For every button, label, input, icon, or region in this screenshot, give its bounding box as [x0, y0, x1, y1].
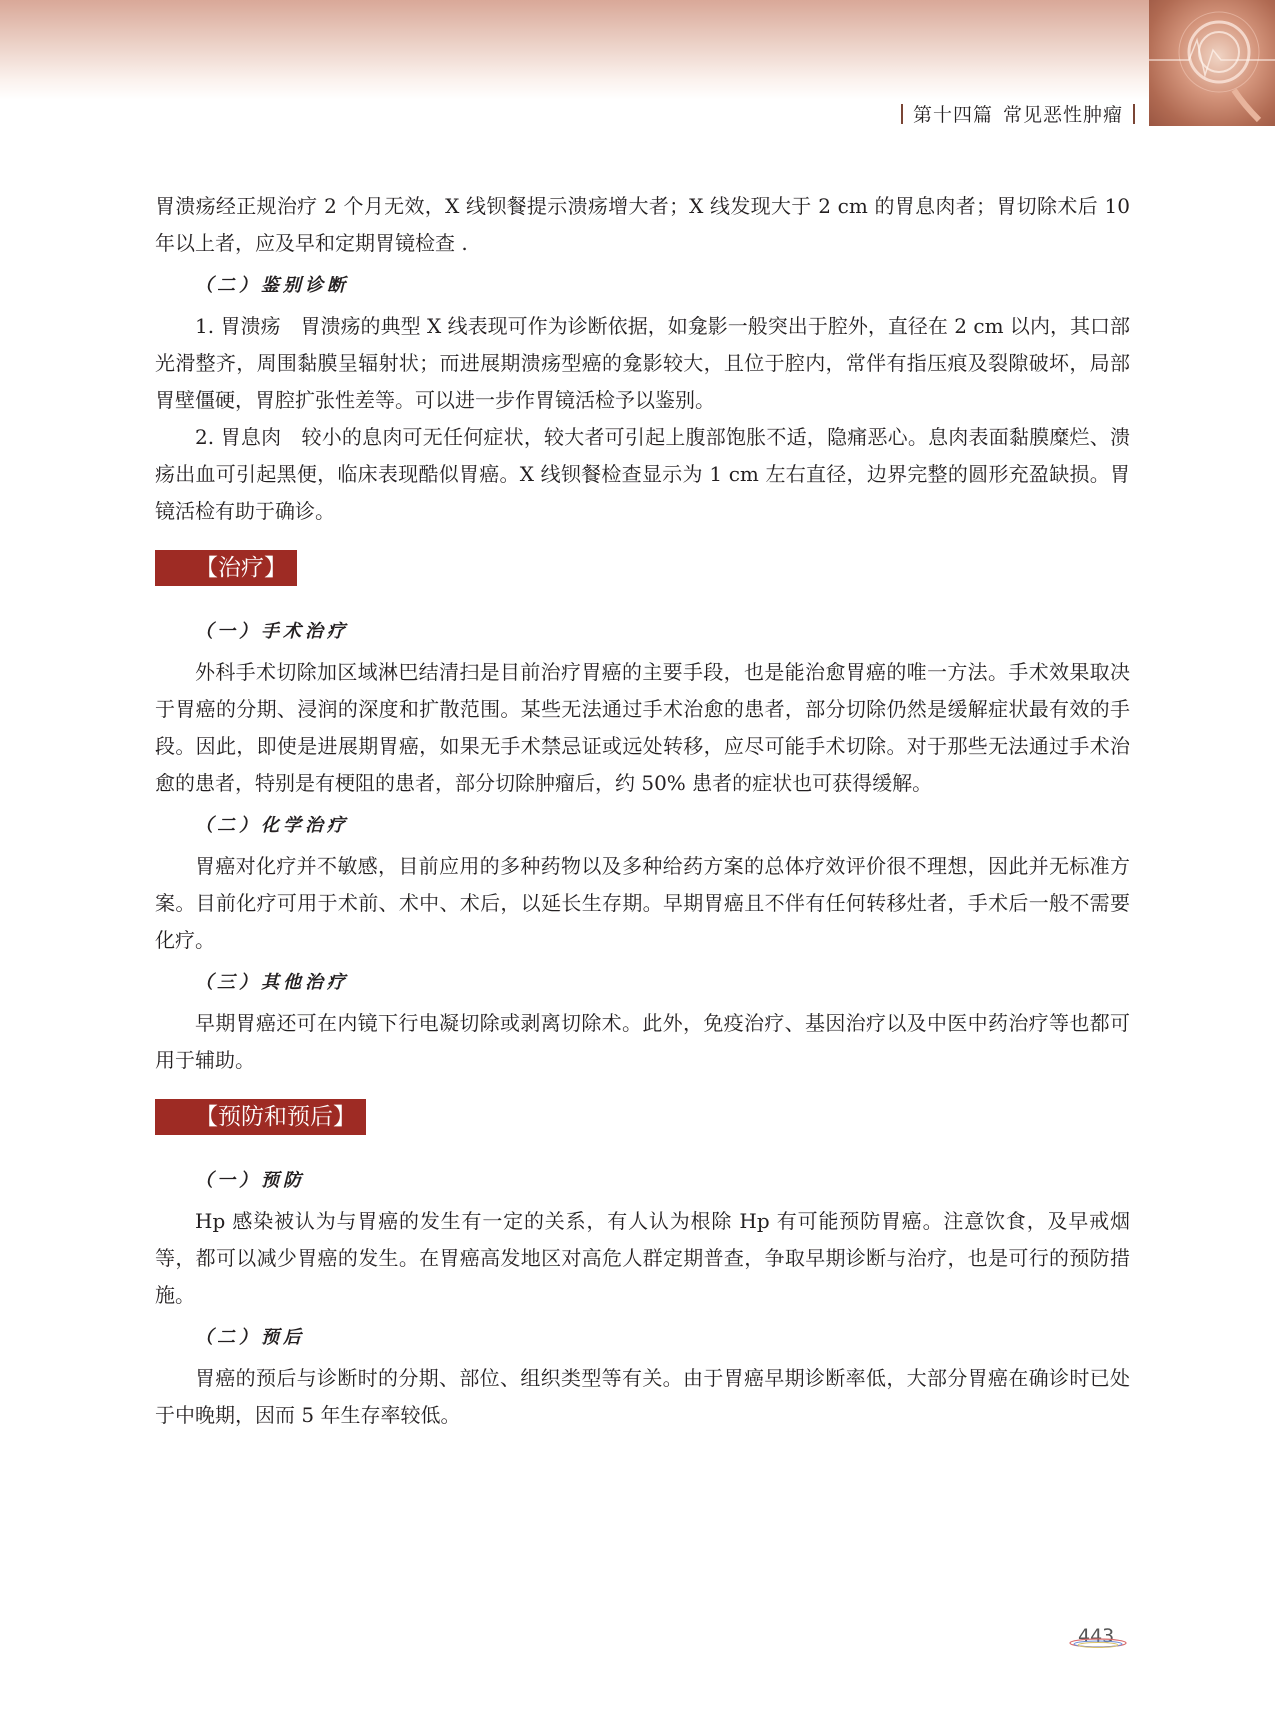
section-title-prevention: 【预防和预后】	[155, 1099, 366, 1135]
paragraph-prevention: Hp 感染被认为与胃癌的发生有一定的关系，有人认为根除 Hp 有可能预防胃癌。注意饮食，及早戒烟等，都可以减少胃癌的发生。在胃癌高发地区对高危人群定期普查，争取早期诊断与治疗，也是可行的预防措施。	[155, 1209, 1130, 1307]
paragraph-other-treatment: 早期胃癌还可在内镜下行电凝切除或剥离切除术。此外，免疫治疗、基因治疗以及中医中药治疗等也都可用于辅助。	[155, 1011, 1130, 1072]
paragraph-diff-polyp: 2. 胃息肉 较小的息肉可无任何症状，较大者可引起上腹部饱胀不适，隐痛恶心。息肉表面黏膜糜烂、溃疡出血可引起黑便，临床表现酷似胃癌。X 线钡餐检查显示为 1 cm 左右直径，边界完整的圆形充盈缺损。胃镜活检有助于确诊。	[155, 425, 1130, 523]
page-number-swoosh-icon	[1068, 1636, 1128, 1650]
subhead-surgery: （一）手术治疗	[195, 621, 349, 642]
paragraph-surgery: 外科手术切除加区域淋巴结清扫是目前治疗胃癌的主要手段，也是能治愈胃癌的唯一方法。手术效果取决于胃癌的分期、浸润的深度和扩散范围。某些无法通过手术治愈的患者，部分切除仍然是缓解症状最有效的手段。因此，即使是进展期胃癌，如果无手术禁忌证或远处转移，应尽可能手术切除。对于那些无法通过手术治愈的患者，特别是有梗阻的患者，部分切除肿瘤后，约 50% 患者的症状也可获得缓解。	[155, 660, 1130, 795]
header-divider	[1133, 104, 1135, 124]
stethoscope-heart-image	[1149, 0, 1275, 126]
header-band	[0, 0, 1275, 100]
header-chapter: 第十四篇	[912, 104, 993, 126]
running-header	[901, 100, 1135, 127]
page-number: 443	[1078, 1625, 1115, 1647]
section-title-treatment: 【治疗】	[155, 550, 297, 586]
subhead-chemotherapy: （二）化学治疗	[195, 815, 349, 836]
paragraph-diff-ulcer: 1. 胃溃疡 胃溃疡的典型 X 线表现可作为诊断依据，如龛影一般突出于腔外，直径在 2 cm 以内，其口部光滑整齐，周围黏膜呈辐射状；而进展期溃疡型癌的龛影较大，且位于腔内，常伴有指压痕及裂隙破坏，局部胃壁僵硬，胃腔扩张性差等。可以进一步作胃镜活检予以鉴别。	[155, 314, 1130, 412]
subhead-other-treatment: （三）其他治疗	[195, 972, 349, 993]
header-divider	[901, 104, 903, 124]
subhead-prevention: （一）预防	[195, 1170, 305, 1191]
paragraph-prognosis: 胃癌的预后与诊断时的分期、部位、组织类型等有关。由于胃癌早期诊断率低，大部分胃癌在确诊时已处于中晚期，因而 5 年生存率较低。	[155, 1366, 1130, 1427]
subhead-differential-diagnosis: （二）鉴别诊断	[195, 275, 349, 296]
header-topic: 常见恶性肿瘤	[1002, 104, 1123, 126]
stethoscope-icon	[1149, 0, 1275, 126]
paragraph-intro: 胃溃疡经正规治疗 2 个月无效，X 线钡餐提示溃疡增大者；X 线发现大于 2 cm 的胃息肉者；胃切除术后 10 年以上者，应及早和定期胃镜检查 .	[155, 194, 1130, 255]
paragraph-chemotherapy: 胃癌对化疗并不敏感，目前应用的多种药物以及多种给药方案的总体疗效评价很不理想，因此并无标准方案。目前化疗可用于术前、术中、术后，以延长生存期。早期胃癌且不伴有任何转移灶者，手术后一般不需要化疗。	[155, 854, 1130, 952]
subhead-prognosis: （二）预后	[195, 1327, 305, 1348]
page-content	[155, 188, 1130, 1434]
